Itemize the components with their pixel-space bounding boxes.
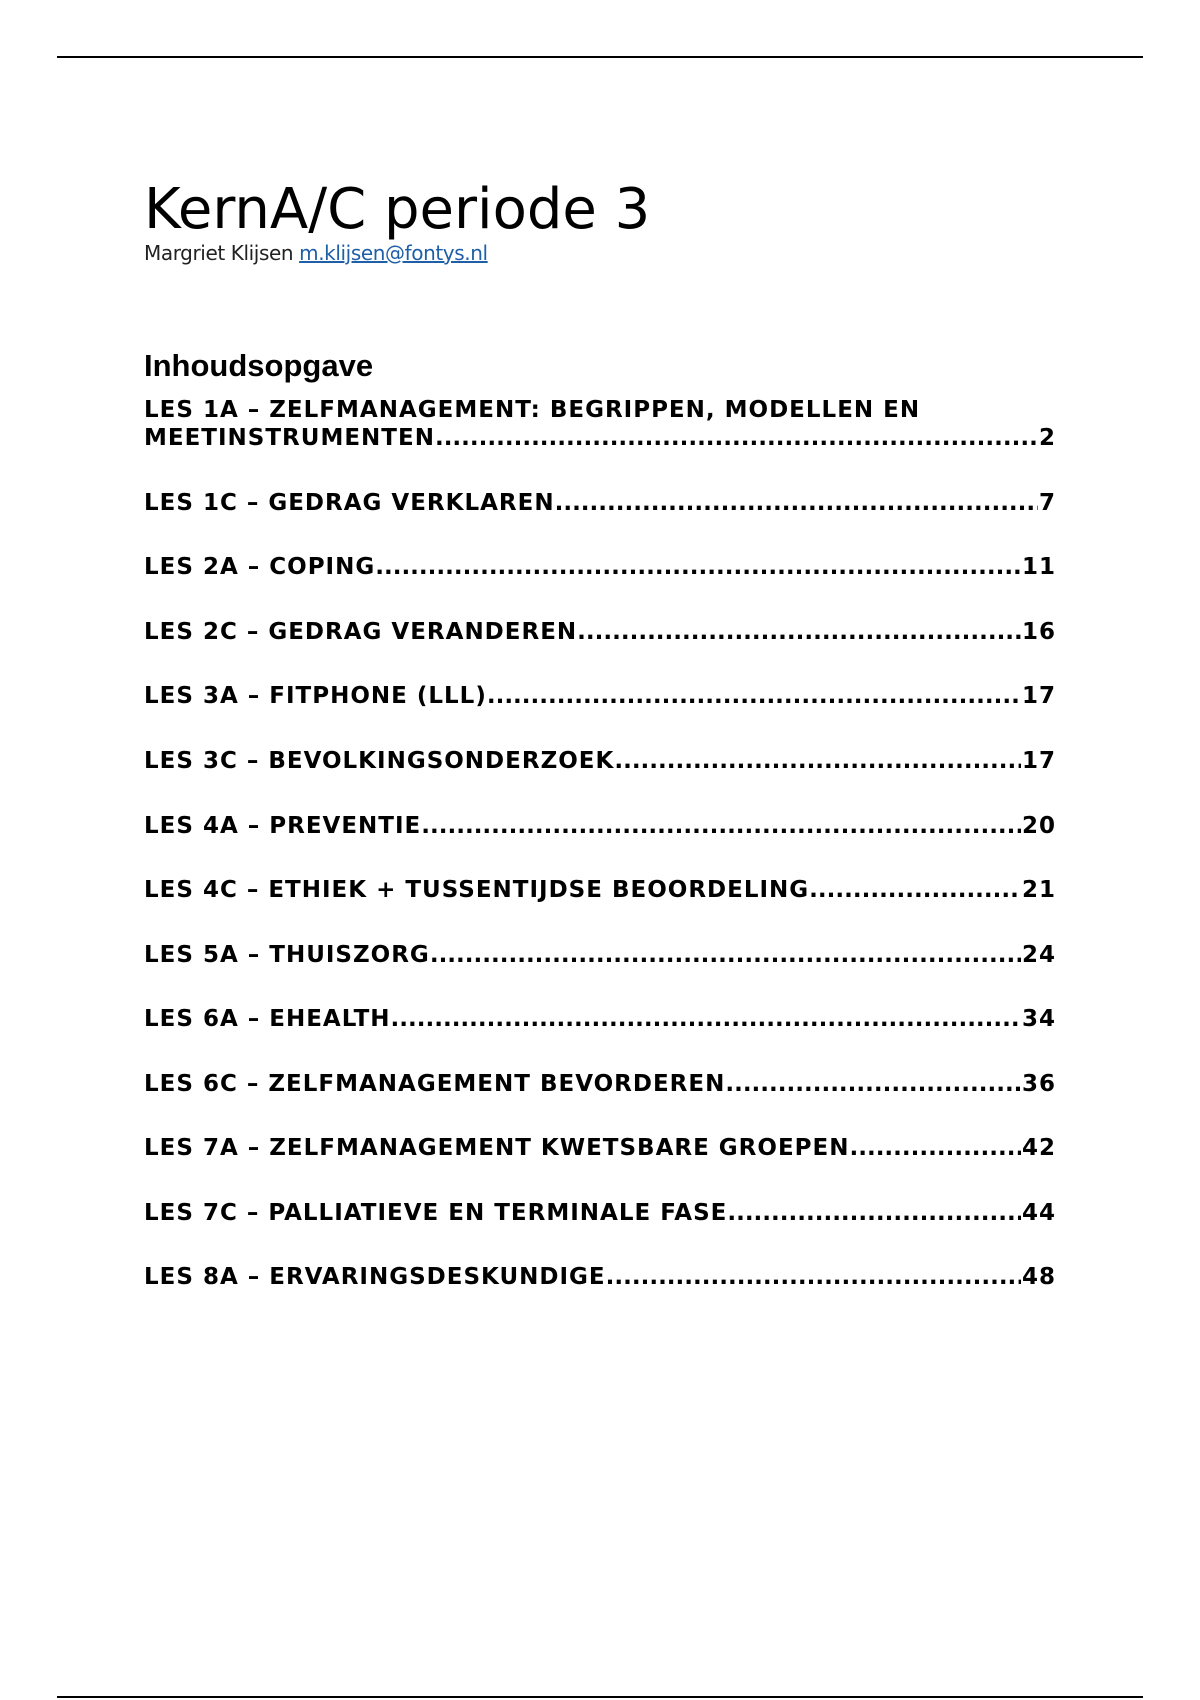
toc-entry-label: LES 7C – PALLIATIEVE EN TERMINALE FASE <box>144 1200 728 1226</box>
toc-entry-label: LES 4C – ETHIEK + TUSSENTIJDSE BEOORDELING <box>144 877 810 903</box>
toc-entry-label: LES 2C – GEDRAG VERANDEREN <box>144 619 578 645</box>
toc-entry-label: LES 4A – PREVENTIE <box>144 813 422 839</box>
toc-leader-dots <box>809 876 1021 904</box>
toc-entry-les-3a[interactable] <box>144 682 1056 710</box>
toc-entry-label: LES 6C – ZELFMANAGEMENT BEVORDEREN <box>144 1071 726 1097</box>
toc-entry-les-4c[interactable] <box>144 876 1056 904</box>
toc-leader-dots <box>725 1070 1021 1098</box>
toc-leader-dots <box>606 1263 1021 1291</box>
toc-leader-dots <box>727 1199 1021 1227</box>
author-email-link[interactable]: m.klijsen@fontys.nl <box>299 241 488 265</box>
toc-entry-label: LES 5A – THUISZORG <box>144 942 430 968</box>
toc-page-number: 17 <box>1021 748 1056 774</box>
toc-entry-title-line: LES 1A – ZELFMANAGEMENT: BEGRIPPEN, MODELLEN EN <box>144 397 921 423</box>
toc-entry-les-2a[interactable] <box>144 553 1056 581</box>
toc-page-number: 21 <box>1021 877 1056 903</box>
toc-leader-dots <box>577 618 1021 646</box>
toc-page-number: 36 <box>1021 1071 1056 1097</box>
toc-entry-label: LES 3A – FITPHONE (LLL) <box>144 683 487 709</box>
toc-leader-dots <box>391 1005 1021 1033</box>
toc-page-number: 11 <box>1021 554 1056 580</box>
toc-entry-les-2c[interactable] <box>144 618 1056 646</box>
document-title: KernA/C periode 3 <box>144 176 651 242</box>
toc-page-number: 20 <box>1021 813 1056 839</box>
toc-heading: Inhoudsopgave <box>144 347 374 383</box>
toc-entry-label: LES 7A – ZELFMANAGEMENT KWETSBARE GROEPEN <box>144 1135 850 1161</box>
toc-entry-les-1a[interactable] <box>144 396 1056 452</box>
toc-leader-dots <box>421 812 1021 840</box>
author-name: Margriet Klijsen <box>144 241 294 265</box>
toc-entry-les-3c[interactable] <box>144 747 1056 775</box>
toc-leader-dots <box>614 747 1021 775</box>
toc-entry-les-7c[interactable] <box>144 1199 1056 1227</box>
toc-page-number: 34 <box>1021 1006 1056 1032</box>
toc-page-number: 7 <box>1038 490 1056 516</box>
toc-entry-les-6c[interactable] <box>144 1070 1056 1098</box>
toc-entry-label: LES 3C – BEVOLKINGSONDERZOEK <box>144 748 615 774</box>
toc-page-number: 24 <box>1021 942 1056 968</box>
toc-leader-dots <box>487 682 1021 710</box>
header-rule <box>57 56 1143 58</box>
toc-page-number: 17 <box>1021 683 1056 709</box>
toc-leader-dots <box>555 489 1038 517</box>
toc-entry-label: LES 2A – COPING <box>144 554 376 580</box>
toc-page-number: 2 <box>1038 425 1056 451</box>
toc-page-number: 48 <box>1021 1264 1056 1290</box>
toc-page-number: 42 <box>1021 1135 1056 1161</box>
toc-entry-les-7a[interactable] <box>144 1134 1056 1162</box>
toc-entry-les-6a[interactable] <box>144 1005 1056 1033</box>
toc-leader-dots <box>849 1134 1021 1162</box>
toc-entry-label: LES 1C – GEDRAG VERKLAREN <box>144 490 555 516</box>
footer-rule <box>57 1696 1143 1698</box>
toc-entry-label: LES 6A – EHEALTH <box>144 1006 391 1032</box>
toc-leader-dots <box>435 424 1038 452</box>
toc-entry-les-4a[interactable] <box>144 812 1056 840</box>
toc-entry-label: MEETINSTRUMENTEN <box>144 425 435 451</box>
toc-entry-les-5a[interactable] <box>144 941 1056 969</box>
toc-entry-label: LES 8A – ERVARINGSDESKUNDIGE <box>144 1264 606 1290</box>
toc-leader-dots <box>375 553 1021 581</box>
toc-leader-dots <box>430 941 1021 969</box>
toc-page-number: 16 <box>1021 619 1056 645</box>
author-line <box>144 240 488 266</box>
toc-entry-les-8a[interactable] <box>144 1263 1056 1291</box>
toc-entry-les-1c[interactable] <box>144 489 1056 517</box>
toc-page-number: 44 <box>1021 1200 1056 1226</box>
